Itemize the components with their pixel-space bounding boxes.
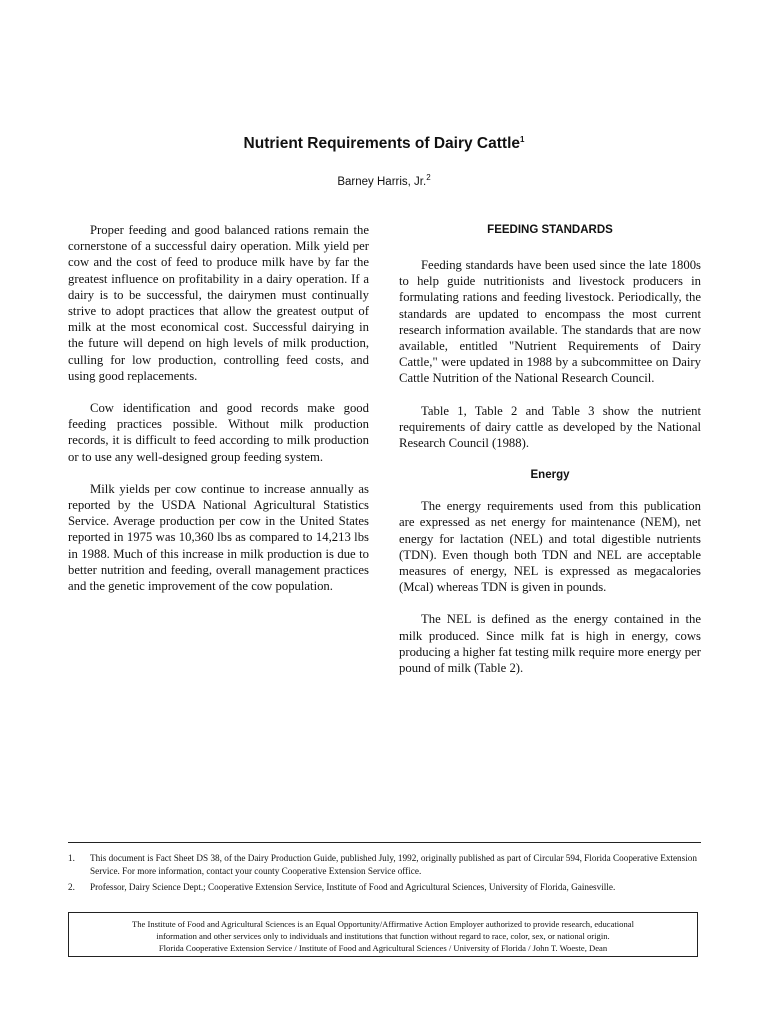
footnote-text: Professor, Dairy Science Dept.; Cooperative Extension Service, Institute of Food and Agricultural Sciences, University of Florida, Gainesville. bbox=[90, 882, 616, 892]
paragraph-intro: Proper feeding and good balanced rations remain the cornerstone of a successful dairy operation. Milk yield per cow and the cost of feed to produce milk have by far the greatest influence on profitability in a dairy operation. If a dairy is to be successful, the dairymen must continually strive to adopt practices that allow the greatest output of milk at the most economical cost. Successful dairying in the future will depend on high levels of milk production, culling for low production, controlling feed costs, and using good replacements. bbox=[68, 223, 369, 383]
paragraph-feeding-standards: Feeding standards have been used since the late 1800s to help guide nutritionists and livestock producers in formulating rations and feeding livestock. Periodically, the standards are updated to encompass the most current research information available. The standards that are now available, entitled "Nutrient Requirements of Dairy Cattle," were updated in 1988 by a subcommittee on Dairy Cattle Nutrition of the National Research Council. bbox=[399, 258, 701, 386]
left-column bbox=[68, 222, 369, 610]
equal-opportunity-disclaimer bbox=[68, 912, 698, 957]
footnote-divider bbox=[68, 842, 701, 843]
footnote-number: 1. bbox=[68, 853, 75, 863]
disclaimer-line: information and other services only to individuals and institutions that function without regard to race, color, sex, or national origin. bbox=[156, 931, 610, 941]
footnote-text: This document is Fact Sheet DS 38, of the Dairy Production Guide, published July, 1992, originally published as part of Circular 594, Florida Cooperative Extension Service. For more information, contact your county Cooperative Extension Service office. bbox=[90, 853, 697, 876]
section-heading-feeding-standards: FEEDING STANDARDS bbox=[487, 224, 613, 236]
paragraph-milk-yields: Milk yields per cow continue to increase annually as reported by the USDA National Agricultural Statistics Service. Average production per cow in the United States reported in 1975 was 10,360 lbs as compared to 14,213 lbs in 1988. Much of this increase in milk production is due to better nutrition and feeding, overall management practices and the genetic improvement of the cow population. bbox=[68, 481, 369, 594]
disclaimer-line: Florida Cooperative Extension Service / Institute of Food and Agricultural Sciences / University of Florida / John T. Woeste, Dean bbox=[158, 943, 608, 953]
right-column bbox=[399, 222, 701, 692]
footnotes bbox=[68, 852, 701, 898]
subheading-energy: Energy bbox=[530, 469, 570, 482]
footnote-1 bbox=[68, 852, 701, 877]
disclaimer-line: The Institute of Food and Agricultural Sciences is an Equal Opportunity/Affirmative Action Employer authorized to provide research, educational bbox=[132, 919, 634, 929]
title-footnote-marker: 1 bbox=[520, 134, 525, 144]
paragraph-nel: The NEL is defined as the energy contained in the milk produced. Since milk fat is high in energy, cows producing a higher fat testing milk require more energy per pound of milk (Table 2). bbox=[399, 612, 701, 676]
footnote-number: 2. bbox=[68, 882, 75, 892]
author-footnote-marker: 2 bbox=[426, 173, 431, 183]
paragraph-energy: The energy requirements used from this publication are expressed as net energy for maintenance (NEM), net energy for lactation (NEL) and total digestible nutrients (TDN). Even though both TDN and NEL are acceptable measures of energy, NEL is expressed as megacalories (Mcal) whereas TDN is given in pounds. bbox=[399, 499, 701, 595]
author-name: Barney Harris, Jr. bbox=[337, 176, 427, 188]
footnote-2 bbox=[68, 881, 701, 894]
document-title bbox=[0, 135, 768, 153]
paragraph-records: Cow identification and good records make good feeding practices possible. Without milk production records, it is difficult to feed according to milk production or to use any well-designed group feeding system. bbox=[68, 401, 369, 464]
title-text: Nutrient Requirements of Dairy Cattle bbox=[243, 135, 520, 152]
author-line bbox=[0, 173, 768, 188]
paragraph-tables: Table 1, Table 2 and Table 3 show the nutrient requirements of dairy cattle as developed by the National Research Council (1988). bbox=[399, 403, 701, 451]
